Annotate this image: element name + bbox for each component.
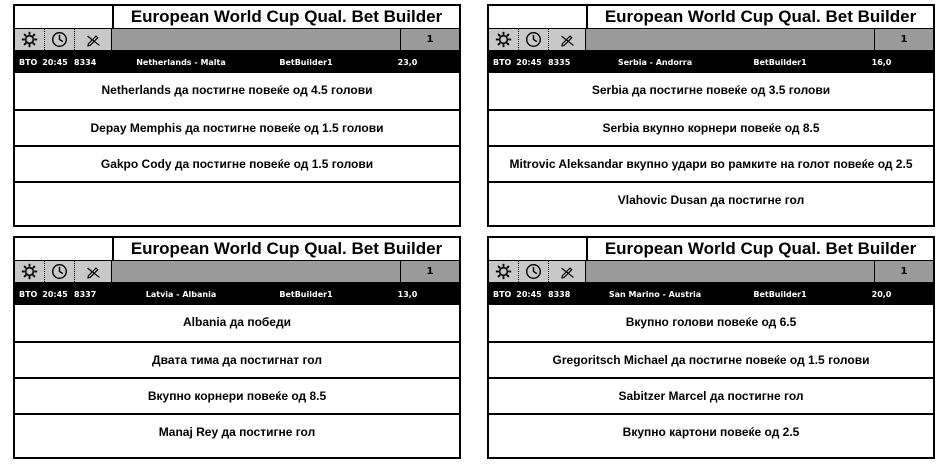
match-name: San Marino - Austria xyxy=(608,289,702,299)
selection-count: 1 xyxy=(426,266,434,277)
bet-card xyxy=(487,236,935,459)
selection-count: 1 xyxy=(900,34,908,45)
toolbar-spacer xyxy=(112,29,401,50)
selection-item[interactable]: Двата тима да постигнат гол xyxy=(15,341,459,377)
match-info-row xyxy=(15,283,459,305)
match-day: ВТО xyxy=(19,57,38,67)
header-blank xyxy=(489,6,588,28)
selection-item[interactable]: Gregoritsch Michael да постигне повеќе од 1.5 голови xyxy=(489,341,933,377)
match-code: 8338 xyxy=(548,289,571,299)
match-time: 20:45 xyxy=(516,289,542,299)
card-header xyxy=(489,6,933,29)
selection-item[interactable]: Netherlands да постигне повеќе од 4.5 голови xyxy=(101,83,373,97)
match-time: 20:45 xyxy=(42,289,68,299)
selection-item[interactable]: Вкупно голови повеќе од 6.5 xyxy=(625,315,797,329)
selection-count: 1 xyxy=(900,266,908,277)
selection-item[interactable]: Gakpo Cody да постигне повеќе од 1.5 голови xyxy=(15,145,459,181)
card-title: European World Cup Qual. Bet Builder xyxy=(604,239,917,258)
match-info-row xyxy=(489,283,933,305)
selection-item[interactable]: Вкупно корнери повеќе од 8.5 xyxy=(15,377,459,413)
card-title: European World Cup Qual. Bet Builder xyxy=(604,7,917,26)
selection-list xyxy=(489,305,933,449)
card-title: European World Cup Qual. Bet Builder xyxy=(130,239,443,258)
toolbar-spacer xyxy=(112,261,401,282)
icon-toolbar xyxy=(489,261,933,283)
selection-list xyxy=(15,73,459,217)
selection-list xyxy=(489,73,933,217)
match-info-row xyxy=(489,51,933,73)
no-edit-icon[interactable] xyxy=(75,261,112,282)
match-day: ВТО xyxy=(493,289,512,299)
card-title: European World Cup Qual. Bet Builder xyxy=(130,7,443,26)
clock-icon[interactable] xyxy=(45,29,75,50)
bet-type: BetBuilder1 xyxy=(279,289,333,299)
odds-value: 20,0 xyxy=(871,289,892,299)
bet-type: BetBuilder1 xyxy=(753,57,807,67)
odds-value: 13,0 xyxy=(397,289,418,299)
icon-toolbar xyxy=(15,29,459,51)
match-name: Netherlands - Malta xyxy=(136,57,226,67)
match-time: 20:45 xyxy=(42,57,68,67)
selection-item[interactable]: Depay Memphis да постигне повеќе од 1.5 голови xyxy=(15,109,459,145)
clock-icon[interactable] xyxy=(519,261,549,282)
selection-item[interactable]: Sabitzer Marcel да постигне гол xyxy=(489,377,933,413)
gear-icon[interactable] xyxy=(489,29,519,50)
match-info-row xyxy=(15,51,459,73)
match-code: 8334 xyxy=(74,57,97,67)
match-name: Serbia - Andorra xyxy=(617,57,693,67)
bet-card xyxy=(13,4,461,227)
icon-toolbar xyxy=(15,261,459,283)
selection-list xyxy=(15,305,459,449)
card-header xyxy=(15,238,459,261)
toolbar-spacer xyxy=(586,29,875,50)
header-blank xyxy=(15,238,114,260)
selection-item[interactable]: Manaj Rey да постигне гол xyxy=(15,413,459,449)
selection-item[interactable] xyxy=(15,181,459,217)
toolbar-spacer xyxy=(586,261,875,282)
odds-value: 16,0 xyxy=(871,57,892,67)
match-time: 20:45 xyxy=(516,57,542,67)
no-edit-icon[interactable] xyxy=(549,29,586,50)
selection-count: 1 xyxy=(426,34,434,45)
card-header xyxy=(15,6,459,29)
match-day: ВТО xyxy=(19,289,38,299)
icon-toolbar xyxy=(489,29,933,51)
clock-icon[interactable] xyxy=(45,261,75,282)
selection-item[interactable]: Mitrovic Aleksandar вкупно удари во рамките на голот повеќе од 2.5 xyxy=(489,145,933,181)
selection-item[interactable]: Albania да победи xyxy=(183,315,291,329)
match-day: ВТО xyxy=(493,57,512,67)
match-name: Latvia - Albania xyxy=(145,289,217,299)
odds-value: 23,0 xyxy=(397,57,418,67)
match-code: 8337 xyxy=(74,289,97,299)
gear-icon[interactable] xyxy=(489,261,519,282)
header-blank xyxy=(15,6,114,28)
match-code: 8335 xyxy=(548,57,571,67)
selection-item[interactable]: Vlahovic Dusan да постигне гол xyxy=(489,181,933,217)
bet-type: BetBuilder1 xyxy=(753,289,807,299)
selection-item[interactable]: Serbia да постигне повеќе од 3.5 голови xyxy=(591,83,831,97)
gear-icon[interactable] xyxy=(15,261,45,282)
bet-type: BetBuilder1 xyxy=(279,57,333,67)
bet-card xyxy=(487,4,935,227)
no-edit-icon[interactable] xyxy=(549,261,586,282)
header-blank xyxy=(489,238,588,260)
selection-item[interactable]: Вкупно картони повеќе од 2.5 xyxy=(489,413,933,449)
clock-icon[interactable] xyxy=(519,29,549,50)
bet-card xyxy=(13,236,461,459)
card-header xyxy=(489,238,933,261)
no-edit-icon[interactable] xyxy=(75,29,112,50)
gear-icon[interactable] xyxy=(15,29,45,50)
selection-item[interactable]: Serbia вкупно корнери повеќе од 8.5 xyxy=(489,109,933,145)
